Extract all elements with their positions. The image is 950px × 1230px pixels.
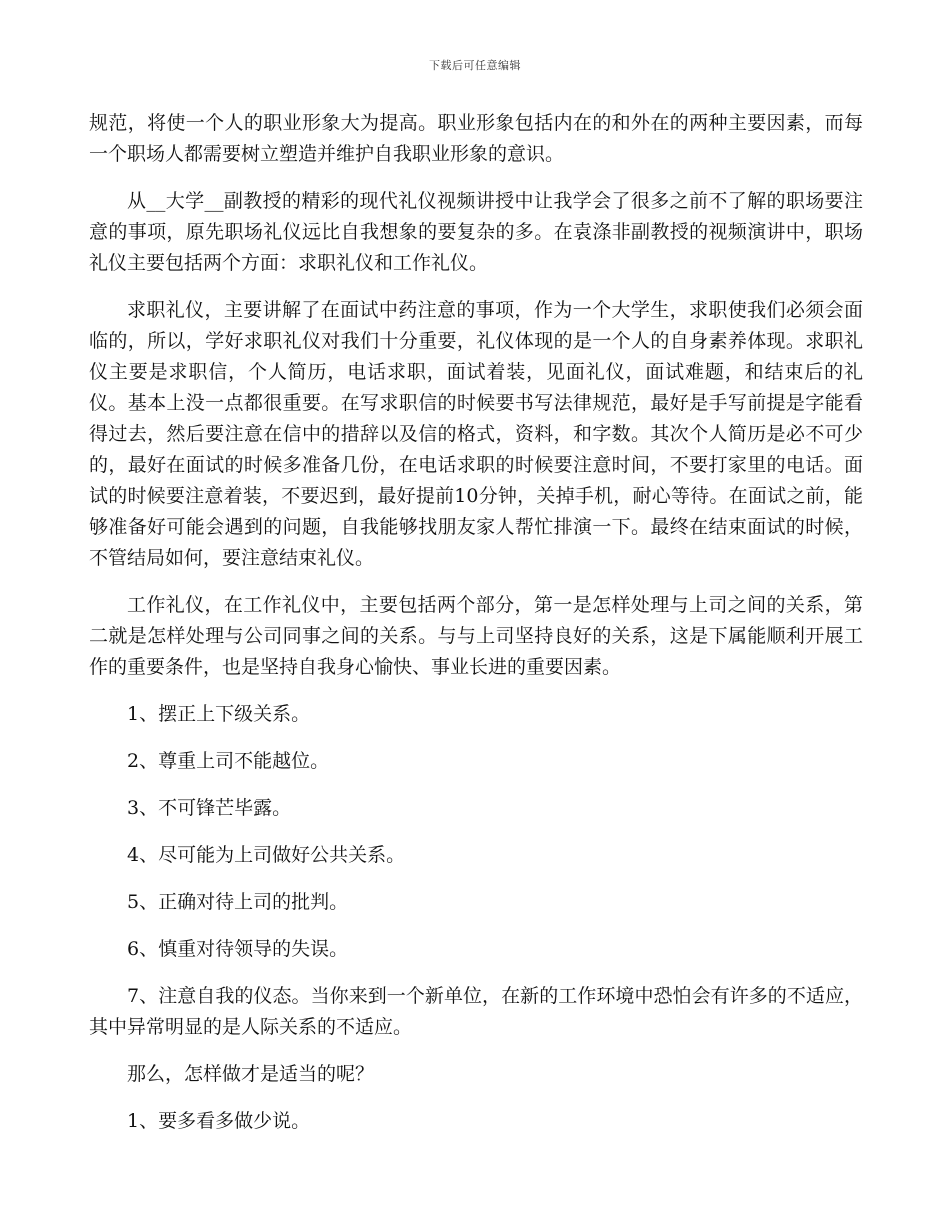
list-item: 1、要多看多做少说。 [127, 1110, 311, 1132]
list-item: 3、不可锋芒毕露。 [127, 797, 292, 819]
list-item: 2、尊重上司不能越位。 [127, 750, 330, 772]
document-body [89, 108, 863, 1137]
page-header: 下载后可任意编辑 [429, 59, 521, 72]
list-item: 1、摆正上下级关系。 [127, 703, 311, 725]
paragraph-continuation: 规范，将使一个人的职业形象大为提高。职业形象包括内在的和外在的两种主要因素，而每一个职场人都需要树立塑造并维护自我职业形象的意识。 [89, 112, 863, 165]
list-item: 4、尽可能为上司做好公共关系。 [127, 844, 406, 866]
list-item: 6、慎重对待领导的失误。 [127, 938, 349, 960]
paragraph-job-etiquette: 求职礼仪，主要讲解了在面试中药注意的事项，作为一个大学生，求职使我们必须会面临的，所以，学好求职礼仪对我们十分重要，礼仪体现的是一个人的自身素养体现。求职礼仪主要是求职信，个人简历，电话求职，面试着装，见面礼仪，面试难题，和结束后的礼仪。基本上没一点都很重要。在写求职信的时候要书写法律规范，最好是手写前提是字能看得过去，然后要注意在信中的措辞以及信的格式，资料，和字数。其次个人简历是必不可少的，最好在面试的时候多准备几份，在电话求职的时候要注意时间，不要打家里的电话。面试的时候要注意着装，不要迟到，最好提前10分钟，关掉手机，耐心等待。在面试之前，能够准备好可能会遇到的问题，自我能够找朋友家人帮忙排演一下。最终在结束面试的时候，不管结局如何，要注意结束礼仪。 [89, 299, 863, 569]
paragraph-work-etiquette: 工作礼仪，在工作礼仪中，主要包括两个部分，第一是怎样处理与上司之间的关系，第二就是怎样处理与公司同事之间的关系。与与上司坚持良好的关系，这是下属能顺利开展工作的重要条件，也是坚持自我身心愉快、事业长进的重要因素。 [89, 594, 863, 678]
list-item: 5、正确对待上司的批判。 [127, 891, 349, 913]
paragraph-question: 那么，怎样做才是适当的呢？ [127, 1063, 375, 1085]
paragraph-intro: 从__大学__副教授的精彩的现代礼仪视频讲授中让我学会了很多之前不了解的职场要注意的事项，原先职场礼仪远比自我想象的要复杂的多。在袁涤非副教授的视频演讲中，职场礼仪主要包括两个方面：求职礼仪和工作礼仪。 [89, 190, 863, 274]
list-item: 7、注意自我的仪态。当你来到一个新单位，在新的工作环境中恐怕会有许多的不适应，其中异常明显的是人际关系的不适应。 [89, 985, 863, 1038]
